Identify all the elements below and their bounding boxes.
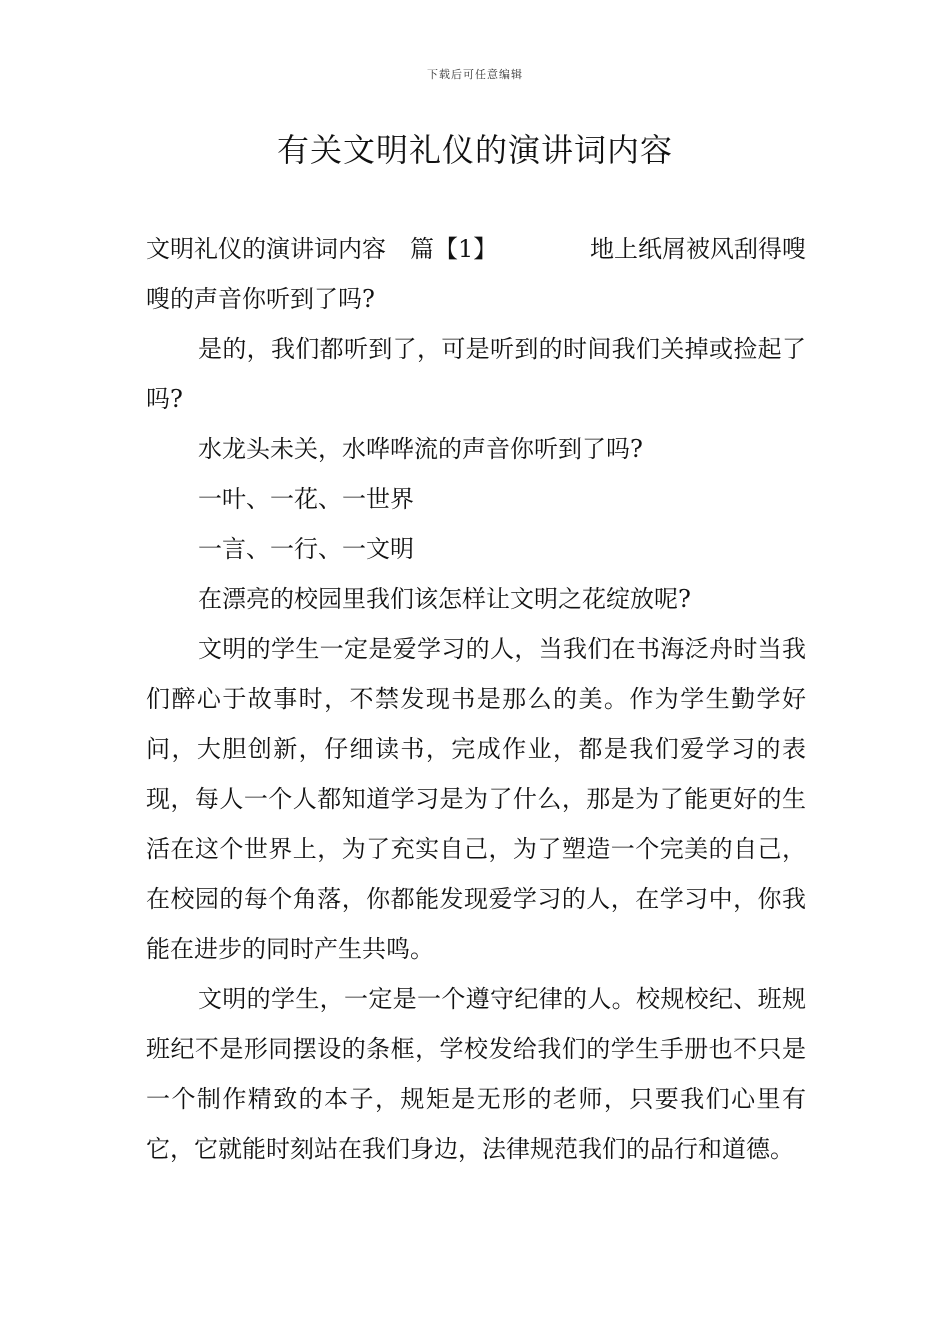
paragraph: 一叶、一花、一世界 [198, 485, 414, 513]
header-note: 下载后可任意编辑 [427, 68, 523, 81]
paragraph: 一言、一行、一文明 [198, 535, 414, 563]
document-title: 有关文明礼仪的演讲词内容 [276, 131, 673, 169]
paragraph: 是的，我们都听到了，可是听到的时间我们关掉或捡起了吗? [146, 335, 806, 413]
paragraph: 水龙头未关，水哗哗流的声音你听到了吗? [198, 435, 643, 463]
section-heading: 文明礼仪的演讲词内容 篇【1】 [146, 235, 498, 263]
document-body [146, 224, 806, 1174]
intro-continuation: 嗖的声音你听到了吗? [146, 285, 375, 313]
paragraph: 文明的学生一定是爱学习的人，当我们在书海泛舟时当我们醉心于故事时，不禁发现书是那么的美。作为学生勤学好问，大胆创新，仔细读书，完成作业，都是我们爱学习的表现，每人一个人都知道学习是为了什么，那是为了能更好的生活在这个世界上，为了充实自己，为了塑造一个完美的自己，在校园的每个角落，你都能发现爱学习的人，在学习中，你我能在进步的同时产生共鸣。 [146, 635, 806, 963]
intro-sentence-start: 地上纸屑被风刮得嗖 [590, 235, 806, 263]
paragraph: 在漂亮的校园里我们该怎样让文明之花绽放呢? [198, 585, 691, 613]
intro-line [146, 224, 806, 274]
paragraph: 文明的学生，一定是一个遵守纪律的人。校规校纪、班规班纪不是形同摆设的条框，学校发给我们的学生手册也不只是一个制作精致的本子，规矩是无形的老师，只要我们心里有它，它就能时刻站在我们身边，法律规范我们的品行和道德。 [146, 985, 806, 1163]
